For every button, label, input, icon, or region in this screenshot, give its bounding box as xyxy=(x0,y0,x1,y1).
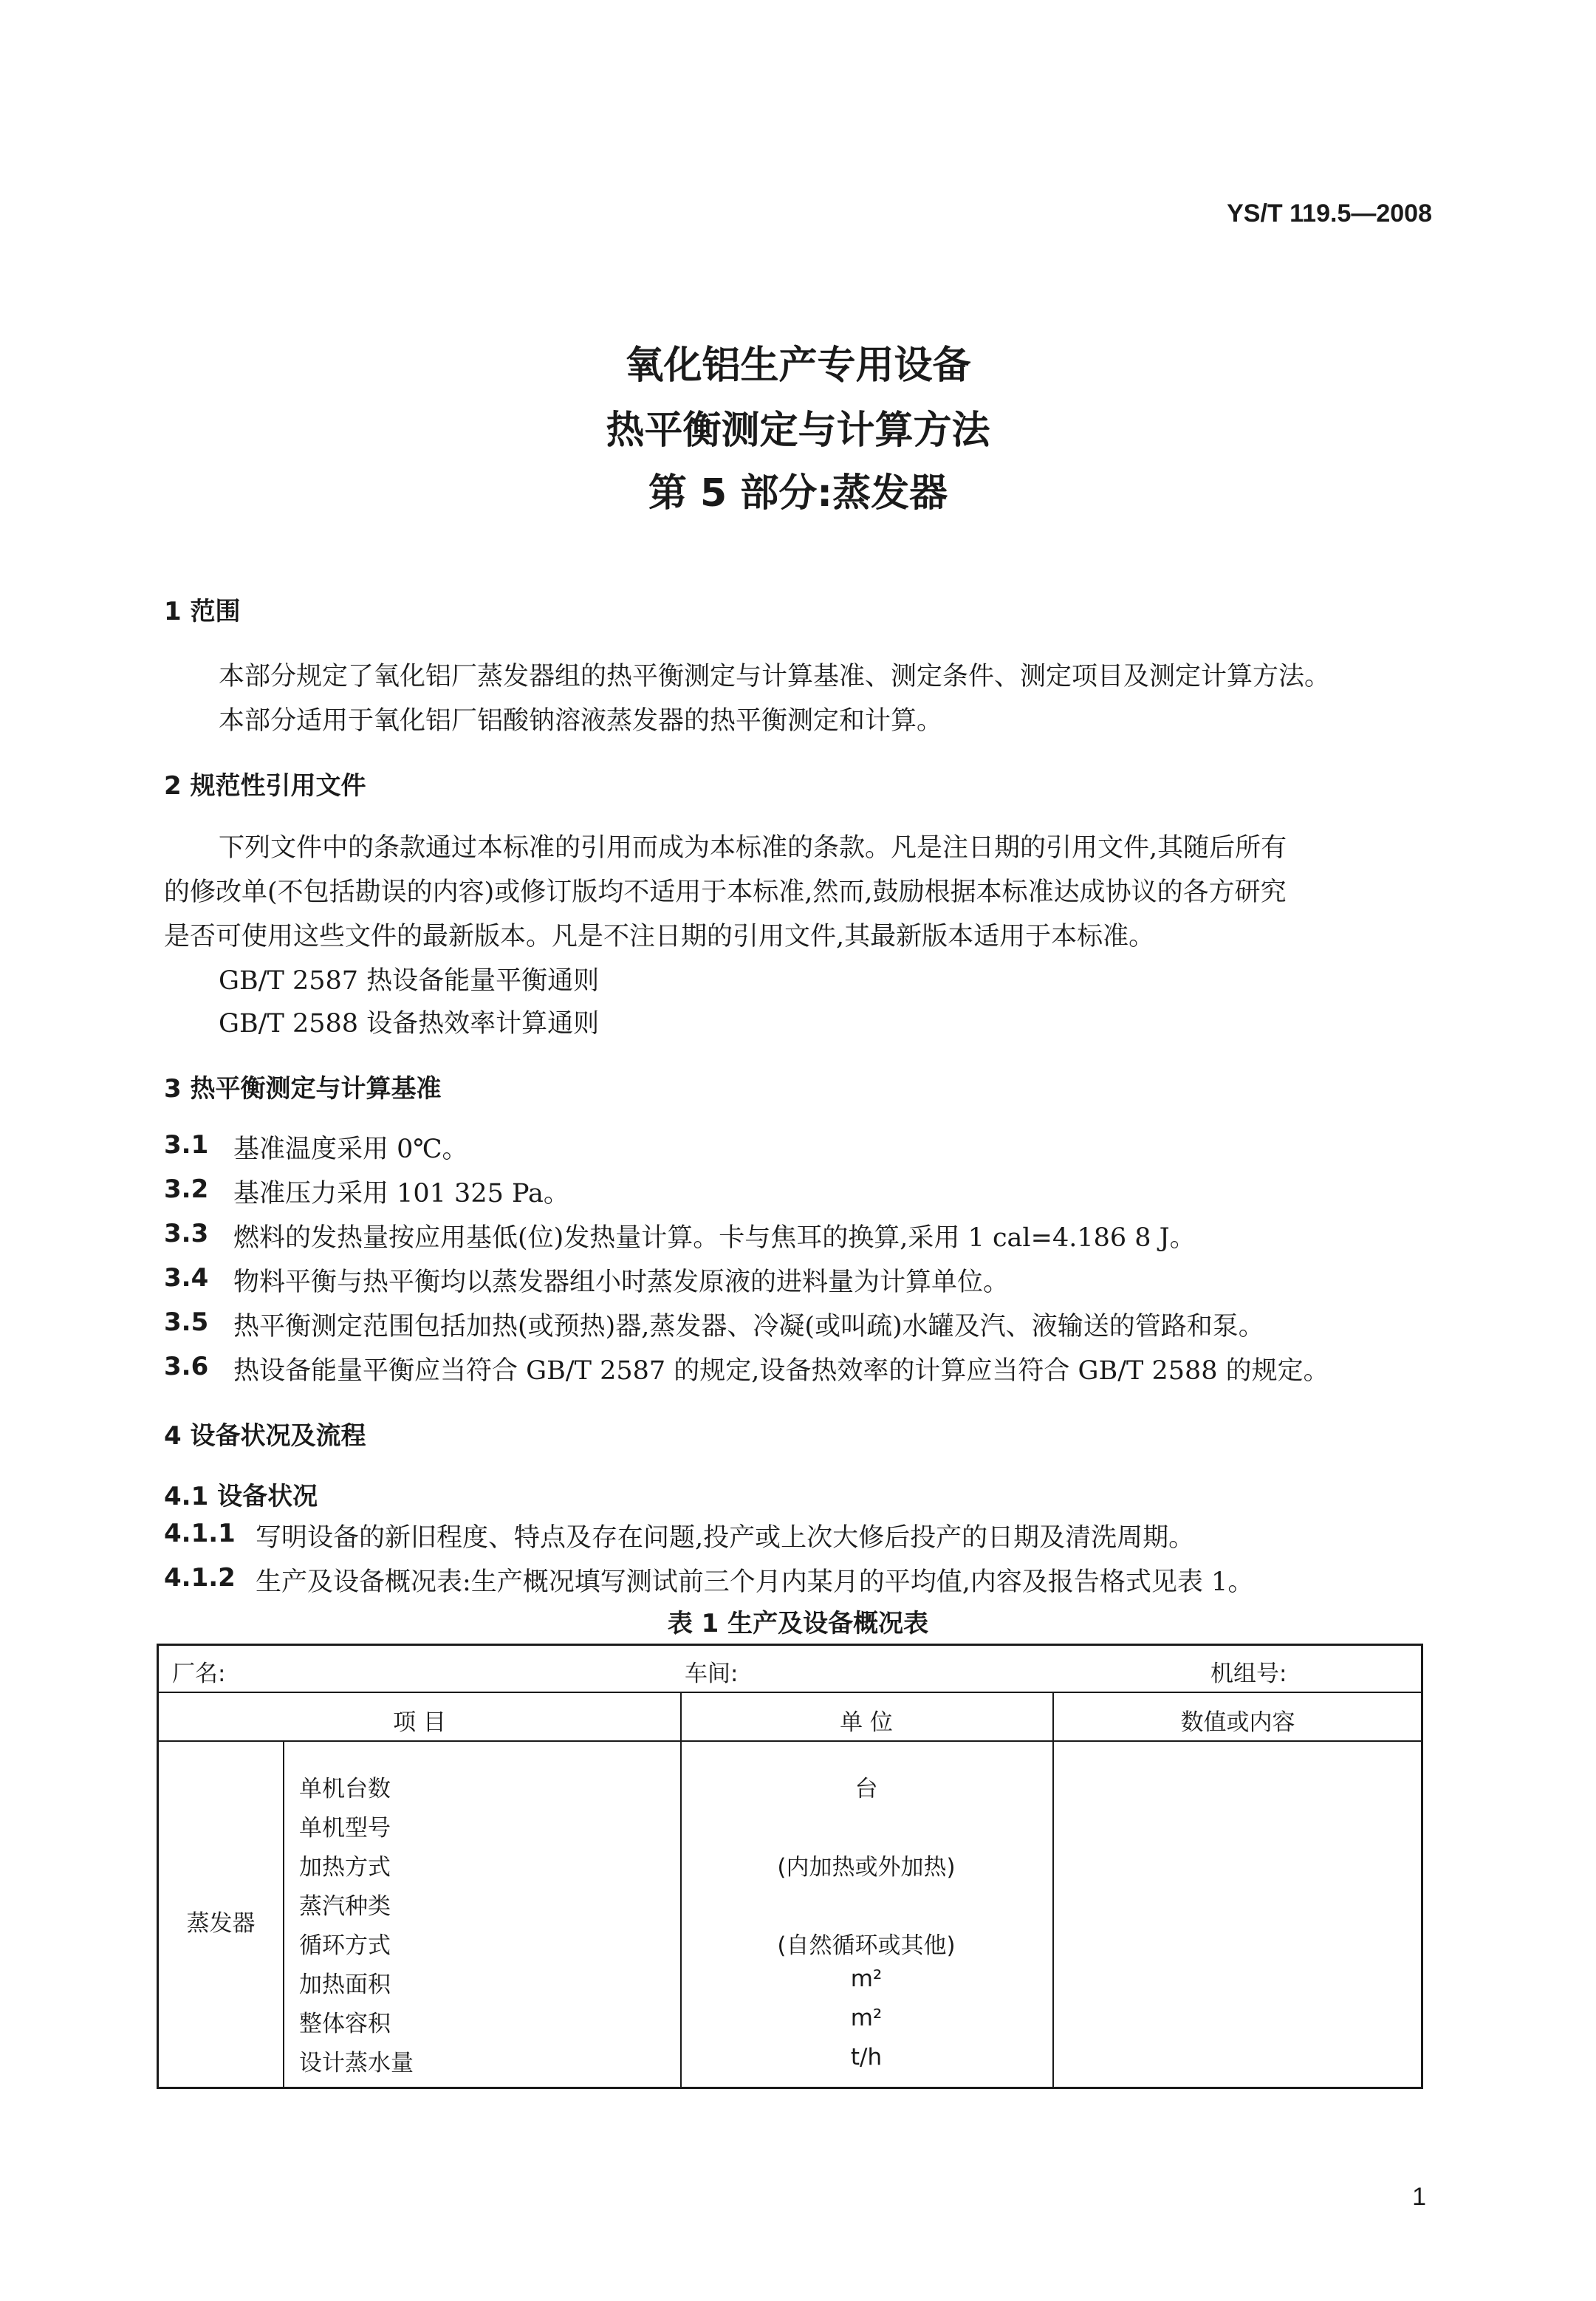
table-1-caption: 表 1 生产及设备概况表 xyxy=(667,1609,929,1638)
section-1-heading: 1 范围 xyxy=(164,597,241,626)
row-unit: t/h xyxy=(850,2044,883,2071)
table-rule xyxy=(159,1692,1421,1693)
header-unit: 单 位 xyxy=(840,1709,893,1736)
clause-number: 4.1.1 xyxy=(164,1519,236,1548)
row-item: 设计蒸水量 xyxy=(299,2050,414,2076)
reference-gbt-2588: GB/T 2588 设备热效率计算通则 xyxy=(219,1009,600,1039)
clause-text: 热设备能量平衡应当符合 GB/T 2587 的规定,设备热效率的计算应当符合 GB/T 2588 的规定。 xyxy=(233,1356,1329,1386)
title-line-2: 热平衡测定与计算方法 xyxy=(606,408,990,453)
clause-number: 4.1.2 xyxy=(164,1563,236,1593)
group-label-evaporator: 蒸发器 xyxy=(186,1910,256,1937)
section-1-paragraph-2: 本部分适用于氧化铝厂铝酸钠溶液蒸发器的热平衡测定和计算。 xyxy=(219,706,943,736)
clause-number: 3.3 xyxy=(164,1219,209,1248)
row-item: 加热方式 xyxy=(299,1854,391,1881)
clause-number: 3.2 xyxy=(164,1175,209,1204)
section-1-paragraph-1: 本部分规定了氧化铝厂蒸发器组的热平衡测定与计算基准、测定条件、测定项目及测定计算方法。 xyxy=(219,662,1331,691)
table-1 xyxy=(157,1644,1423,2089)
section-2-paragraph-line-2: 的修改单(不包括勘误的内容)或修订版均不适用于本标准,然而,鼓励根据本标准达成协议的各方研究 xyxy=(164,878,1287,907)
row-item: 循环方式 xyxy=(299,1932,391,1959)
unit-number-label: 机组号: xyxy=(1210,1661,1287,1687)
table-rule xyxy=(1052,1692,1054,2087)
row-item: 蒸汽种类 xyxy=(299,1893,391,1920)
section-4-heading: 4 设备状况及流程 xyxy=(164,1421,366,1451)
clause-text: 物料平衡与热平衡均以蒸发器组小时蒸发原液的进料量为计算单位。 xyxy=(233,1268,1010,1297)
row-unit: (自然循环或其他) xyxy=(777,1932,956,1959)
title-line-3: 第 5 部分:蒸发器 xyxy=(648,471,948,516)
row-item: 加热面积 xyxy=(299,1972,391,1998)
clause-text: 基准压力采用 101 325 Pa。 xyxy=(233,1179,569,1208)
clause-text: 写明设备的新旧程度、特点及存在问题,投产或上次大修后投产的日期及清洗周期。 xyxy=(256,1523,1195,1553)
title-line-1: 氧化铝生产专用设备 xyxy=(625,343,971,388)
header-item: 项 目 xyxy=(393,1709,446,1736)
section-2-paragraph-line-1: 下列文件中的条款通过本标准的引用而成为本标准的条款。凡是注日期的引用文件,其随后所有 xyxy=(219,833,1287,863)
table-rule xyxy=(159,1740,1421,1742)
row-item: 整体容积 xyxy=(299,2011,391,2037)
row-item: 单机型号 xyxy=(299,1815,391,1842)
clause-number: 3.1 xyxy=(164,1130,209,1160)
clause-text: 基准温度采用 0℃。 xyxy=(233,1135,468,1164)
row-unit: m² xyxy=(850,2005,883,2031)
section-2-heading: 2 规范性引用文件 xyxy=(164,771,366,801)
row-unit: 台 xyxy=(854,1776,878,1802)
table-rule xyxy=(283,1740,284,2087)
clause-number: 3.4 xyxy=(164,1263,209,1293)
row-unit: (内加热或外加热) xyxy=(777,1854,956,1881)
reference-gbt-2587: GB/T 2587 热设备能量平衡通则 xyxy=(219,966,600,996)
workshop-label: 车间: xyxy=(685,1661,739,1687)
clause-number: 3.6 xyxy=(164,1352,209,1381)
clause-number: 3.5 xyxy=(164,1307,209,1337)
clause-text: 热平衡测定范围包括加热(或预热)器,蒸发器、冷凝(或叫疏)水罐及汽、液输送的管路和泵。 xyxy=(233,1312,1264,1341)
page-number: 1 xyxy=(1412,2183,1426,2211)
standard-code: YS/T 119.5—2008 xyxy=(1227,199,1432,228)
section-4-1-heading: 4.1 设备状况 xyxy=(164,1482,318,1511)
clause-text: 生产及设备概况表:生产概况填写测试前三个月内某月的平均值,内容及报告格式见表 1。 xyxy=(256,1567,1254,1597)
section-3-heading: 3 热平衡测定与计算基准 xyxy=(164,1074,442,1104)
factory-name-label: 厂名: xyxy=(172,1661,226,1687)
header-value: 数值或内容 xyxy=(1180,1709,1295,1736)
row-item: 单机台数 xyxy=(299,1776,391,1802)
clause-text: 燃料的发热量按应用基低(位)发热量计算。卡与焦耳的换算,采用 1 cal=4.186 8 J。 xyxy=(233,1223,1196,1253)
row-unit: m² xyxy=(850,1966,883,1992)
section-2-paragraph-line-3: 是否可使用这些文件的最新版本。凡是不注日期的引用文件,其最新版本适用于本标准。 xyxy=(164,922,1155,951)
